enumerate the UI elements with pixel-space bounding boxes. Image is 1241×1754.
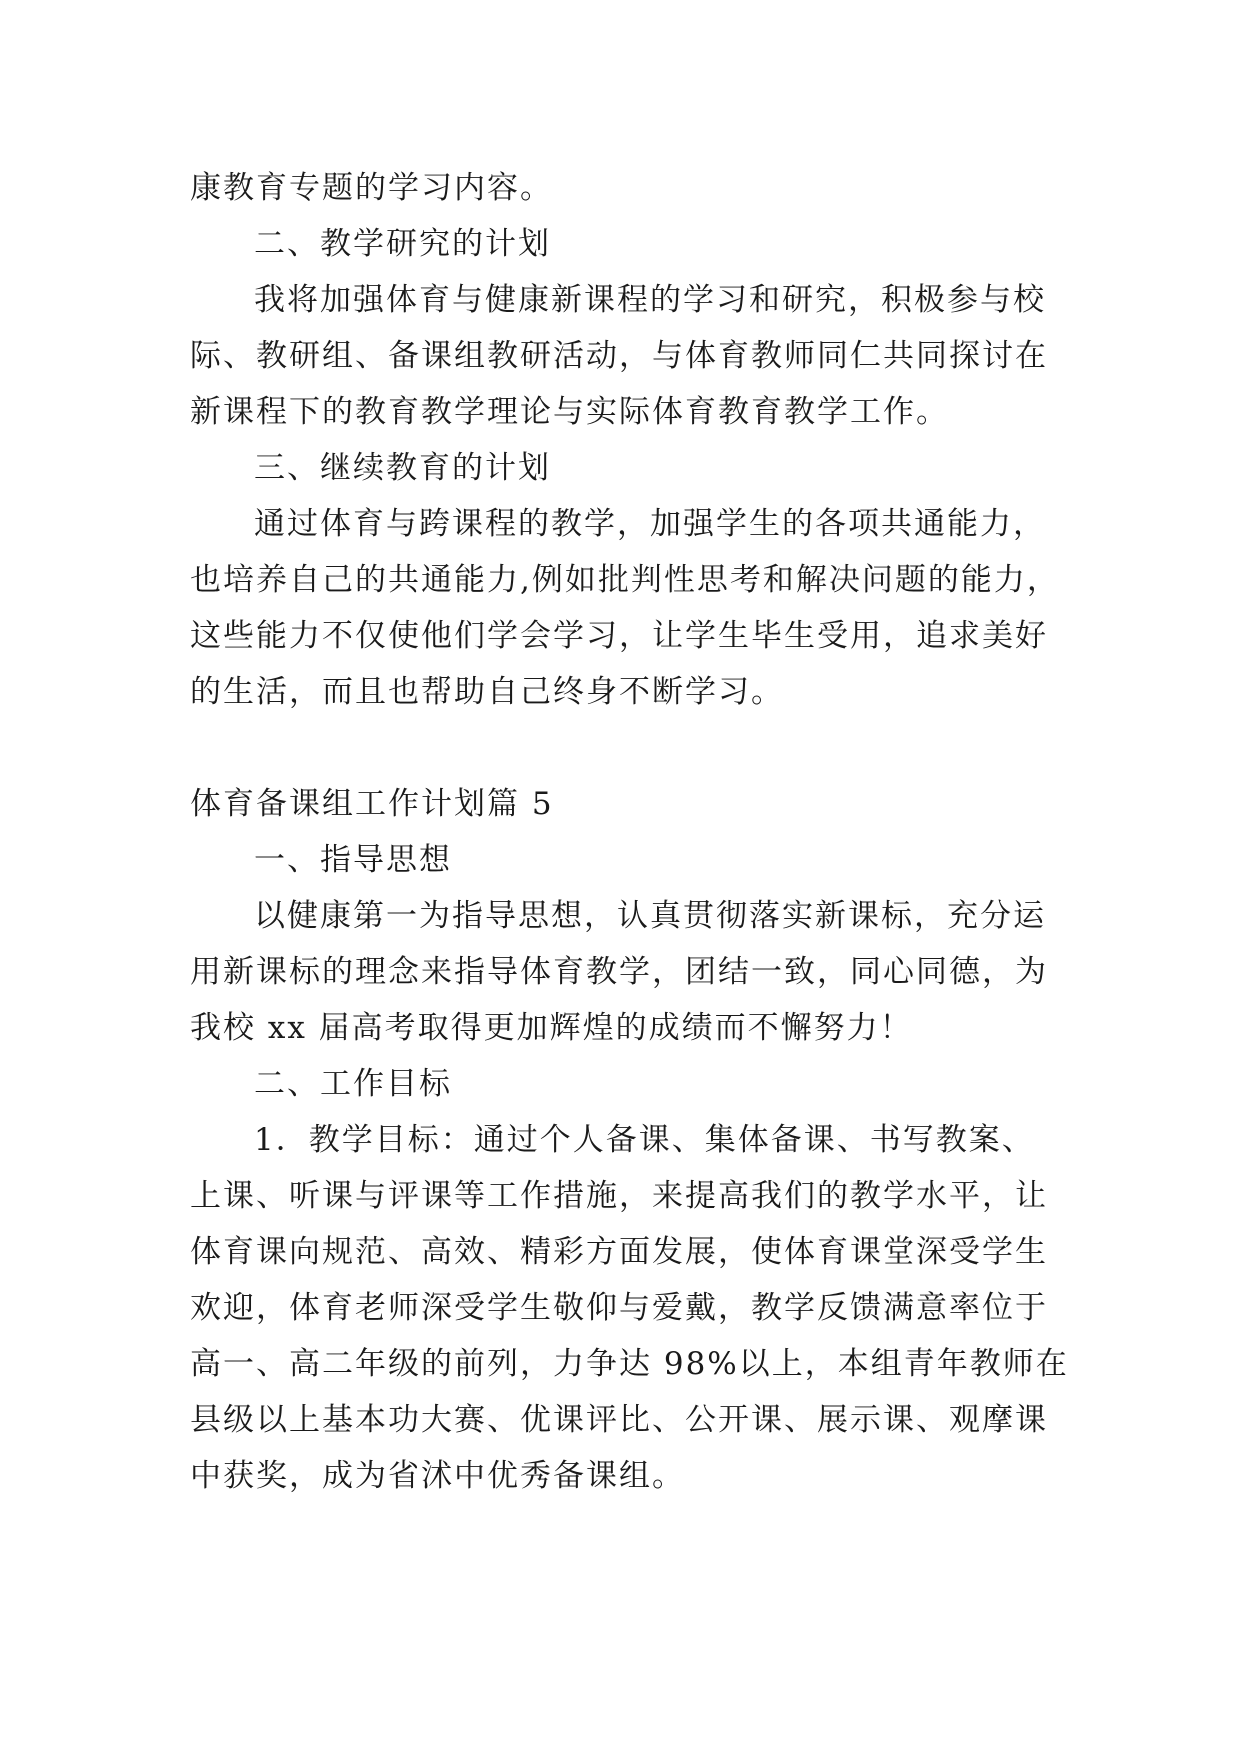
text-line: 二、工作目标 <box>254 1066 452 1102</box>
document-body <box>190 160 1070 1504</box>
text-line: 用新课标的理念来指导体育教学，团结一致，同心同德，为 <box>190 954 1048 990</box>
paragraph-continuation <box>190 160 1070 216</box>
text-line: 体育备课组工作计划篇 5 <box>190 786 554 822</box>
text-line: 通过体育与跨课程的教学，加强学生的各项共通能力， <box>254 506 1046 542</box>
subheading-work-goals <box>190 1056 1070 1112</box>
text-line: 三、继续教育的计划 <box>254 450 551 486</box>
text-line: 的生活，而且也帮助自己终身不断学习。 <box>190 674 784 710</box>
text-line: 中获奖，成为省沭中优秀备课组。 <box>190 1458 685 1494</box>
paragraph-continuing-education <box>190 496 1070 720</box>
text-line: 高一、高二年级的前列，力争达 98%以上，本组青年教师在 <box>190 1346 1069 1382</box>
paragraph-teaching-research <box>190 272 1070 440</box>
text-line: 二、教学研究的计划 <box>254 226 551 262</box>
section-spacer <box>190 720 1070 776</box>
text-line: 际、教研组、备课组教研活动，与体育教师同仁共同探讨在 <box>190 338 1048 374</box>
text-line: 我校 xx 届高考取得更加辉煌的成绩而不懈努力！ <box>190 1010 913 1046</box>
text-line: 县级以上基本功大赛、优课评比、公开课、展示课、观摩课 <box>190 1402 1048 1438</box>
subheading-continuing-education <box>190 440 1070 496</box>
subheading-teaching-research <box>190 216 1070 272</box>
text-line: 欢迎，体育老师深受学生敬仰与爱戴，教学反馈满意率位于 <box>190 1290 1048 1326</box>
subheading-guiding-ideology <box>190 832 1070 888</box>
text-line: 也培养自己的共通能力,例如批判性思考和解决问题的能力， <box>190 562 1060 598</box>
text-line: 新课程下的教育教学理论与实际体育教育教学工作。 <box>190 394 949 430</box>
text-line: 1．教学目标：通过个人备课、集体备课、书写教案、 <box>254 1122 1035 1158</box>
text-line: 一、指导思想 <box>254 842 452 878</box>
paragraph-work-goals <box>190 1112 1070 1504</box>
text-line: 康教育专题的学习内容。 <box>190 170 553 206</box>
section-title <box>190 776 1070 832</box>
text-line: 这些能力不仅使他们学会学习，让学生毕生受用，追求美好 <box>190 618 1048 654</box>
text-line: 我将加强体育与健康新课程的学习和研究，积极参与校 <box>254 282 1046 318</box>
paragraph-guiding-ideology <box>190 888 1070 1056</box>
text-line: 以健康第一为指导思想，认真贯彻落实新课标，充分运 <box>254 898 1046 934</box>
text-line: 上课、听课与评课等工作措施，来提高我们的教学水平，让 <box>190 1178 1048 1214</box>
text-line: 体育课向规范、高效、精彩方面发展，使体育课堂深受学生 <box>190 1234 1048 1270</box>
